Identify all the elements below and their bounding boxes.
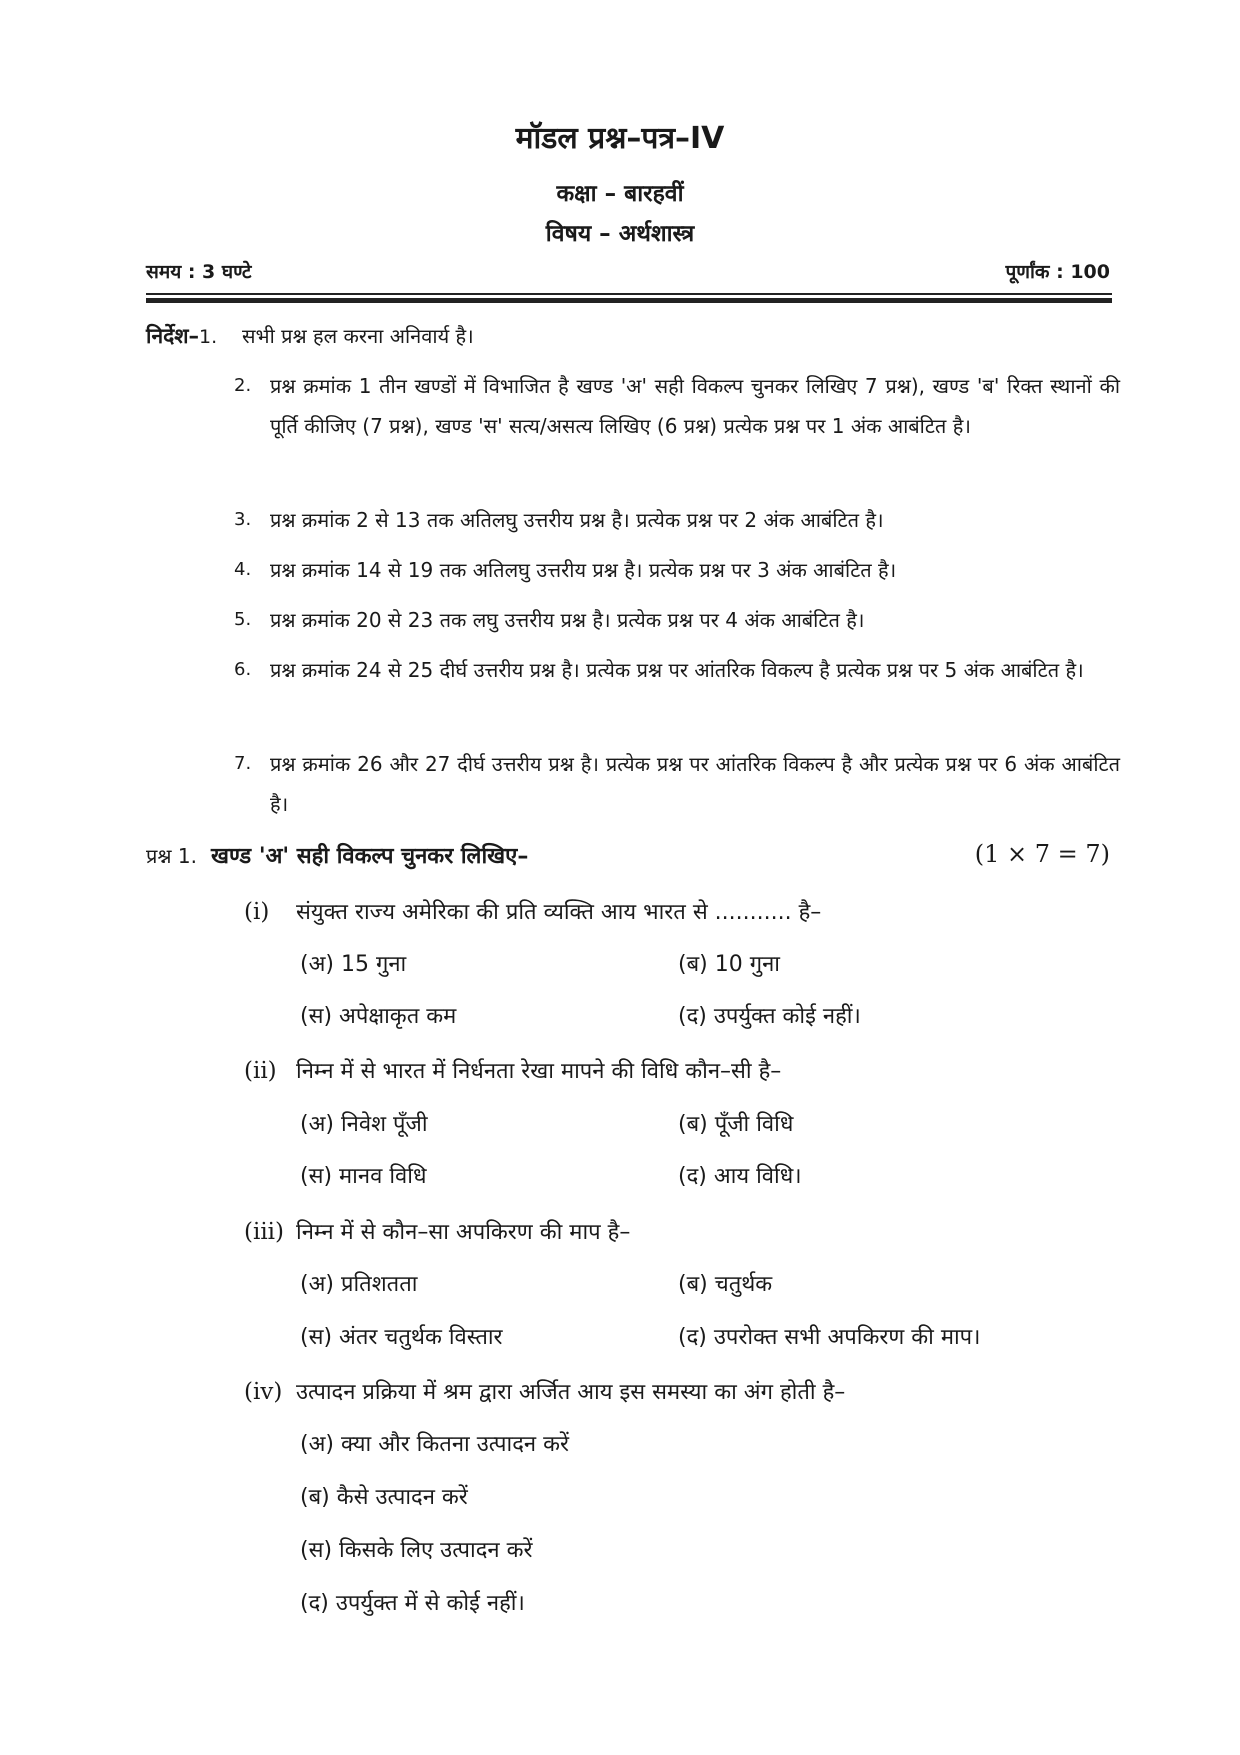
- sub-question-number: (iv): [244, 1379, 283, 1405]
- option: (ब) चतुर्थक: [678, 1272, 773, 1297]
- instructions-label: [146, 322, 217, 350]
- option: (स) अंतर चतुर्थक विस्तार: [300, 1325, 503, 1350]
- instruction-number: 2.: [234, 375, 252, 396]
- instruction-number: 1.: [199, 326, 218, 348]
- question-number: प्रश्न 1.: [146, 844, 197, 868]
- option: (स) किसके लिए उत्पादन करें: [300, 1538, 533, 1563]
- question-marks: (1 × 7 = 7): [974, 840, 1110, 868]
- instruction-text: प्रश्न क्रमांक 2 से 13 तक अतिलघु उत्तरीय प्रश्न है। प्रत्येक प्रश्न पर 2 अंक आबंटित है।: [270, 508, 884, 532]
- header-divider-thin: [146, 293, 1112, 295]
- option: (द) उपर्युक्त में से कोई नहीं।: [300, 1591, 525, 1616]
- option: (स) मानव विधि: [300, 1164, 427, 1189]
- question-1-heading: [146, 840, 528, 870]
- option: (स) अपेक्षाकृत कम: [300, 1004, 457, 1029]
- paper-title: मॉडल प्रश्न–पत्र–IV: [515, 121, 725, 156]
- instruction-text: प्रश्न क्रमांक 20 से 23 तक लघु उत्तरीय प्रश्न है। प्रत्येक प्रश्न पर 4 अंक आबंटित है।: [270, 608, 865, 632]
- maximum-marks: पूर्णांक : 100: [1005, 261, 1110, 283]
- class-line: कक्षा – बारहवीं: [556, 181, 684, 207]
- sub-question-number: (iii): [244, 1219, 285, 1245]
- instruction-number: 6.: [234, 659, 252, 680]
- instruction-number: 3.: [234, 509, 252, 530]
- option: (ब) 10 गुना: [678, 952, 781, 977]
- sub-question: [244, 1376, 845, 1406]
- option: (अ) निवेश पूँजी: [300, 1112, 428, 1137]
- option: (अ) 15 गुना: [300, 952, 407, 977]
- sub-question: [244, 896, 821, 926]
- instruction-text: सभी प्रश्न हल करना अनिवार्य है।: [242, 324, 474, 348]
- sub-question-text: उत्पादन प्रक्रिया में श्रम द्वारा अर्जित आय इस समस्या का अंग होती है–: [296, 1380, 846, 1405]
- sub-question: [244, 1055, 781, 1085]
- instruction-number: 7.: [234, 753, 252, 774]
- header-divider-thick: [146, 298, 1112, 303]
- subject-line: विषय – अर्थशास्त्र: [545, 221, 695, 247]
- time-allowed: समय : 3 घण्टे: [146, 261, 252, 283]
- instruction-text: प्रश्न क्रमांक 14 से 19 तक अतिलघु उत्तरीय प्रश्न है। प्रत्येक प्रश्न पर 3 अंक आबंटित है।: [270, 558, 897, 582]
- question-title: खण्ड 'अ' सही विकल्प चुनकर लिखिए–: [210, 844, 529, 869]
- option: (द) उपरोक्त सभी अपकिरण की माप।: [678, 1325, 981, 1350]
- sub-question-text: निम्न में से कौन–सा अपकिरण की माप है–: [296, 1220, 631, 1245]
- sub-question: [244, 1216, 630, 1246]
- option: (अ) प्रतिशतता: [300, 1272, 418, 1297]
- option: (अ) क्या और कितना उत्पादन करें: [300, 1432, 570, 1457]
- instructions-heading: निर्देश–: [146, 324, 200, 348]
- sub-question-text: संयुक्त राज्य अमेरिका की प्रति व्यक्ति आय भारत से ........... है–: [296, 900, 822, 925]
- option: (द) आय विधि।: [678, 1164, 802, 1189]
- instruction-text: प्रश्न क्रमांक 24 से 25 दीर्घ उत्तरीय प्रश्न है। प्रत्येक प्रश्न पर आंतरिक विकल्प है प्रत्येक प्रश्न पर 5 अंक आबंटित है।: [270, 658, 1084, 682]
- instruction-text: प्रश्न क्रमांक 1 तीन खण्डों में विभाजित है खण्ड 'अ' सही विकल्प चुनकर लिखिए 7 प्रश्न), खण्ड 'ब' रिक्त स्थानों की पूर्ति कीजिए (7 प्रश्न), खण्ड 'स' सत्य/असत्य लिखिए (6 प्रश्न) प्रत्येक प्रश्न पर 1 अंक आबंटित है।: [270, 374, 1120, 438]
- sub-question-number: (ii): [244, 1058, 277, 1084]
- option: (ब) कैसे उत्पादन करें: [300, 1485, 468, 1510]
- instruction-text: प्रश्न क्रमांक 26 और 27 दीर्घ उत्तरीय प्रश्न है। प्रत्येक प्रश्न पर आंतरिक विकल्प है और प्रत्येक प्रश्न पर 6 अंक आबंटित है।: [270, 752, 1120, 816]
- option: (द) उपर्युक्त कोई नहीं।: [678, 1004, 861, 1029]
- instruction-number: 5.: [234, 609, 252, 630]
- sub-question-number: (i): [244, 899, 270, 925]
- instruction-number: 4.: [234, 559, 252, 580]
- sub-question-text: निम्न में से भारत में निर्धनता रेखा मापने की विधि कौन–सी है–: [296, 1059, 782, 1084]
- option: (ब) पूँजी विधि: [678, 1112, 794, 1137]
